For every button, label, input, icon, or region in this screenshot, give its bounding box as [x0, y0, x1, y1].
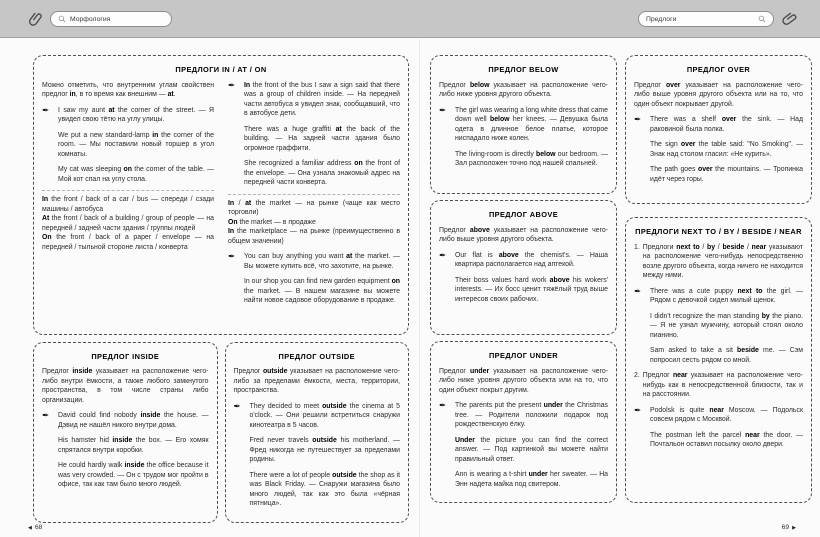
box-content: [634, 81, 803, 185]
example-sentence: My cat was sleeping on the corner of the table. — Мой кот спал на углу стола.: [58, 166, 215, 183]
pen-icon: ✒: [634, 404, 642, 415]
example-sentence: They decided to meet outside the cinema at 5 o'clock. — Они решили встретиться снаружи кинотеатра в 5 часов.: [249, 402, 400, 429]
examples-group: [42, 411, 209, 490]
example-list: [250, 402, 401, 509]
box-preposition-below: [430, 55, 617, 194]
numbered-rule: [634, 243, 803, 281]
rule-paragraph: Предлог below указывает на расположение чего-либо ниже уровня другого объекта.: [439, 81, 608, 99]
examples-group: [228, 81, 400, 188]
example-sentence: I saw my aunt at the corner of the street. — Я увидел свою тётю на углу улицы.: [58, 106, 214, 124]
example-list: [58, 106, 214, 185]
rule-paragraph: Предлог above указывает на расположение чего-либо выше уровня другого объекта.: [439, 226, 608, 244]
examples-group: [439, 251, 608, 305]
section-tab-label: Предлоги: [646, 15, 677, 23]
rule-text: Предлог near указывает на расположение чего-нибудь как в непосредственной близости, так и на расстоянии.: [642, 372, 803, 399]
prev-page-icon: ◀: [28, 524, 32, 531]
rule-number: 2.: [634, 372, 640, 380]
pen-icon: ✒: [42, 104, 50, 115]
example-sentence: Podolsk is quite near Moscow. — Подольск совсем рядом с Москвой.: [650, 406, 803, 424]
box-content: [42, 81, 400, 327]
example-list: [58, 411, 209, 490]
rule-paragraph: At the front / back of a building / group of people — на передней / задней части здания / группы людей: [42, 215, 214, 232]
rule-paragraph: Предлог outside указывает на расположение чего-либо за пределами ёмкости, места, территории, пространства.: [233, 368, 400, 395]
right-page-column-left: [430, 55, 617, 503]
box-content: [439, 367, 608, 490]
example-sentence: The girl was wearing a long white dress that came down well below her knees. — Девушка была одета в длинное белое платье, которое ниспадало ниже колен.: [455, 106, 608, 143]
bottom-box-row: [33, 342, 409, 523]
attachment-clip-icon-left[interactable]: [27, 10, 45, 28]
box-title: ПРЕДЛОГ UNDER: [488, 351, 559, 360]
pen-icon: ✒: [634, 114, 642, 125]
rule-paragraph: On the market — в продаже: [228, 218, 316, 226]
example-list: [650, 115, 803, 184]
box-prepositions-next-to-by-beside-near: [625, 217, 812, 503]
example-sentence: Fred never travels outside his motherland. — Фред никогда не путешествует за пределами родины.: [249, 437, 400, 464]
examples-group: [228, 252, 400, 306]
page-spine: [419, 39, 420, 537]
page-nav-prev[interactable]: [28, 524, 42, 531]
box-preposition-over: [625, 55, 812, 204]
example-sentence: David could find nobody inside the house. — Дэвид не нашёл никого внутри дома.: [58, 412, 209, 429]
example-sentence: Sam asked to take a sit beside me. — Сэм попросил сесть рядом со мной.: [650, 347, 803, 364]
example-list: [455, 401, 608, 489]
examples-group: [234, 402, 401, 509]
box-title: ПРЕДЛОГИ NEXT TO / BY / BESIDE / NEAR: [635, 227, 802, 236]
box-title: ПРЕДЛОГ OVER: [686, 65, 751, 74]
box-content: [439, 226, 608, 305]
example-list: [455, 251, 608, 305]
rule-paragraph: In / at the market — на рынке (чаще как место торговли): [228, 199, 400, 217]
right-page-column-right: [625, 55, 812, 503]
pen-icon: ✒: [439, 249, 447, 260]
example-sentence: You can buy anything you want at the market. — Вы можете купить всё, что захотите, на рынке.: [244, 253, 400, 270]
box-preposition-above: [430, 200, 617, 335]
left-page-number: 68: [34, 524, 43, 531]
example-sentence: The postman left the parcel near the door. — Почтальон оставил посылку около двери.: [650, 431, 803, 449]
rule-text: Предлоги next to / by / beside / near указывают на расположение чего-нибудь непосредственно возле другого объекта, когда ничего не находится между ними.: [642, 243, 803, 280]
examples-group: [634, 406, 803, 450]
example-list: [244, 81, 400, 188]
examples-group: [634, 115, 803, 184]
example-list: [244, 252, 400, 306]
chapter-search-tab[interactable]: [50, 11, 172, 27]
pen-icon: ✒: [439, 104, 447, 115]
example-sentence: I didn't recognize the man standing by the piano. — Я не узнал мужчину, который стоял около пианино.: [650, 312, 803, 339]
rule-paragraph: Предлог inside указывает на расположение чего-либо внутри ёмкости, а также любого замкнутого пространства, в том числе страны либо организации.: [42, 368, 209, 404]
example-sentence: His hamster hid inside the box. — Его хомяк спрятался внутри коробки.: [58, 437, 209, 454]
example-sentence: In our shop you can find new garden equipment on the market. — В нашем магазине вы можете найти новое садовое оборудование в продаже.: [244, 278, 400, 305]
page-nav-next[interactable]: [782, 524, 796, 531]
pen-icon: ✒: [439, 400, 447, 411]
box-preposition-under: [430, 341, 617, 503]
examples-group: [439, 401, 608, 489]
search-icon: [58, 15, 66, 23]
search-icon: [758, 15, 766, 23]
example-list: [455, 106, 608, 169]
example-sentence: In the front of the bus I saw a sign said that there was a group of children inside. — На передней части автобуса я увидел знак, сообщавший, что в автобусе дети.: [244, 81, 400, 118]
examples-group: [439, 106, 608, 169]
page-left: [33, 55, 409, 523]
examples-group: [634, 287, 803, 366]
examples-group: [42, 106, 214, 185]
example-sentence: The parents put the present under the Christmas tree. — Родители положили подарок под рождественскую ёлку.: [455, 402, 608, 429]
box-title: ПРЕДЛОГ BELOW: [488, 65, 559, 74]
section-divider: [42, 190, 214, 191]
rule-paragraph: Можно отметить, что внутренним углам свойствен предлог in, в то время как внешним — at.: [42, 81, 214, 99]
example-sentence: There was a shelf over the sink. — Над раковиной была полка.: [650, 116, 803, 133]
example-sentence: Ann is wearing a t-shirt under her sweater. — На Энн надета майка под свитером.: [455, 471, 608, 488]
example-sentence: There was a cute puppy next to the girl. — Рядом с девочкой сидел милый щенок.: [650, 287, 803, 305]
example-sentence: There was a huge graffiti at the back of the building. — На задней части здания было огромное граффити.: [244, 125, 400, 152]
rule-paragraph: In the marketplace — на рынке (преимущественно в общем значении): [228, 228, 400, 245]
box-preposition-inside: [33, 342, 218, 523]
rule-paragraph: Предлог over указывает на расположение чего-либо выше уровня другого объекта или на то, что один объект покрывает другой.: [634, 81, 803, 108]
book-spread: [0, 39, 820, 537]
box-content: [234, 367, 401, 509]
example-sentence: He could hardly walk inside the office because it was very crowded. — Он с трудом мог пройти в офисе, так как там было много людей.: [58, 462, 209, 489]
section-search-tab[interactable]: [638, 11, 774, 27]
pen-icon: ✒: [228, 80, 236, 90]
rule-paragraph: In the front / back of a car / bus — спереди / сзади машины / автобуса: [42, 196, 214, 213]
box-title: ПРЕДЛОГ INSIDE: [91, 351, 160, 361]
right-page-number: 69: [781, 524, 790, 531]
numbered-rule: [634, 371, 803, 400]
example-sentence: We put a new standard-lamp in the corner of the room. — Мы поставили новый торшер в угол комнаты.: [58, 131, 214, 158]
example-list: [650, 406, 803, 450]
example-sentence: The living-room is directly below our bedroom. — Зал расположен точно под нашей спальней.: [455, 150, 608, 168]
example-sentence: Our flat is above the chemist's. — Наша квартира располагается над аптекой.: [455, 251, 608, 269]
page-right: [430, 55, 812, 503]
box-content: [634, 243, 803, 450]
example-sentence: The path goes over the mountains. — Тропинка идёт через горы.: [650, 166, 803, 183]
reader-toolbar: [0, 0, 820, 38]
example-sentence: The sign over the table said: "No Smoking". — Знак над столом гласил: «Не курить».: [650, 141, 803, 158]
section-divider: [228, 194, 400, 195]
pen-icon: ✒: [634, 285, 642, 296]
box-preposition-outside: [225, 342, 410, 523]
pen-icon: ✒: [42, 410, 50, 421]
example-sentence: She recognized a familiar address on the front of the envelope. — Она узнала знакомый адрес на передней части конверта.: [244, 160, 400, 187]
rule-number: 1.: [634, 243, 640, 251]
box-title: ПРЕДЛОГИ IN / AT / ON: [175, 65, 267, 74]
pen-icon: ✒: [233, 400, 241, 411]
box-content: [439, 81, 608, 169]
box-title: ПРЕДЛОГ OUTSIDE: [278, 351, 355, 361]
box-prepositions-in-at-on: [33, 55, 409, 335]
example-sentence: Under the picture you can find the correct answer. — Под картинкой вы можете найти правильный ответ.: [455, 436, 608, 463]
attachment-clip-icon-right[interactable]: [781, 10, 799, 28]
rule-paragraph: On the front / back of a paper / envelope — на передней / тыльной стороне листа / конверта: [42, 234, 214, 251]
chapter-tab-label: Морфология: [70, 15, 111, 23]
pen-icon: ✒: [228, 251, 236, 262]
example-sentence: There were a lot of people outside the shop as it was Black Friday. — Снаружи магазина было много людей, так как это была «чёрная пятница».: [249, 471, 400, 508]
box-title: ПРЕДЛОГ ABOVE: [488, 210, 559, 219]
example-list: [650, 287, 803, 366]
box-content: [42, 367, 209, 490]
rule-paragraph: Предлог under указывает на расположение чего-либо ниже уровня другого объекта или на то, что один объект покрыт другим.: [439, 367, 608, 394]
example-sentence: Their boss values hard work above his wokers' interests. — Их босс ценит тяжёлый труд выше интересов своих рабочих.: [455, 276, 609, 303]
next-page-icon: ▶: [792, 524, 796, 531]
